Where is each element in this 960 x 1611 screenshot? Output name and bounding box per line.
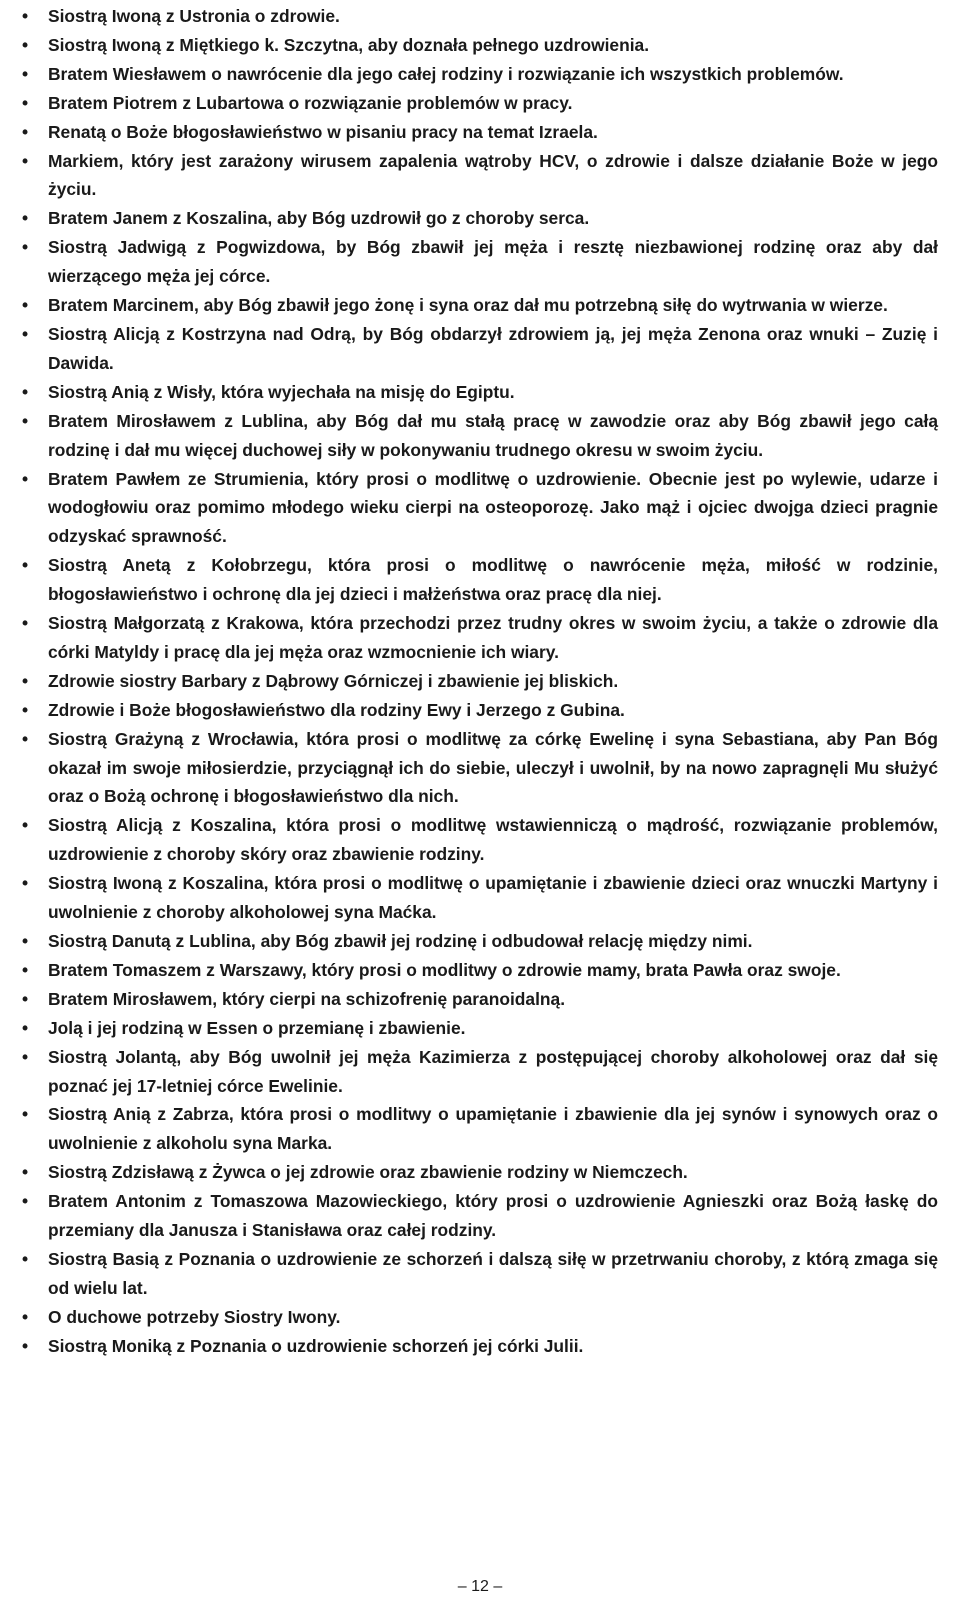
list-item: • Bratem Janem z Koszalina, aby Bóg uzdrowił go z choroby serca. bbox=[22, 204, 938, 233]
list-item: • Siostrą Zdzisławą z Żywca o jej zdrowie oraz zbawienie rodziny w Niemczech. bbox=[22, 1158, 938, 1187]
list-item: • Siostrą Alicją z Koszalina, która prosi o modlitwę wstawienniczą o mądrość, rozwiązanie problemów, uzdrowienie z choroby skóry oraz zbawienie rodziny. bbox=[22, 811, 938, 869]
list-item: • Bratem Tomaszem z Warszawy, który prosi o modlitwy o zdrowie mamy, brata Pawła oraz swoje. bbox=[22, 956, 938, 985]
list-item: • Siostrą Iwoną z Ustronia o zdrowie. bbox=[22, 2, 938, 31]
list-item: • Zdrowie siostry Barbary z Dąbrowy Górniczej i zbawienie jej bliskich. bbox=[22, 667, 938, 696]
list-item: • Bratem Mirosławem, który cierpi na schizofrenię paranoidalną. bbox=[22, 985, 938, 1014]
list-item: • Siostrą Moniką z Poznania o uzdrowienie schorzeń jej córki Julii. bbox=[22, 1332, 938, 1361]
prayer-list bbox=[22, 2, 938, 1361]
list-item: • Siostrą Iwoną z Miętkiego k. Szczytna, aby doznała pełnego uzdrowienia. bbox=[22, 31, 938, 60]
list-item: • Siostrą Alicją z Kostrzyna nad Odrą, by Bóg obdarzył zdrowiem ją, jej męża Zenona oraz wnuki – Zuzię i Dawida. bbox=[22, 320, 938, 378]
list-item: • Bratem Piotrem z Lubartowa o rozwiązanie problemów w pracy. bbox=[22, 89, 938, 118]
list-item: • Zdrowie i Boże błogosławieństwo dla rodziny Ewy i Jerzego z Gubina. bbox=[22, 696, 938, 725]
list-item: • Bratem Marcinem, aby Bóg zbawił jego żonę i syna oraz dał mu potrzebną siłę do wytrwania w wierze. bbox=[22, 291, 938, 320]
list-item: • Siostrą Grażyną z Wrocławia, która prosi o modlitwę za córkę Ewelinę i syna Sebastiana, aby Pan Bóg okazał im swoje miłosierdzie, przyciągnął ich do siebie, uleczył i uwolnił, by na nowo zapragnęli Mu służyć oraz o Bożą ochronę i błogosławieństwo dla nich. bbox=[22, 725, 938, 812]
list-item: • Siostrą Anetą z Kołobrzegu, która prosi o modlitwę o nawrócenie męża, miłość w rodzinie, błogosławieństwo i ochronę dla jej dzieci i małżeństwa oraz pracę dla niej. bbox=[22, 551, 938, 609]
list-item: • Bratem Antonim z Tomaszowa Mazowieckiego, który prosi o uzdrowienie Agnieszki oraz Bożą łaskę do przemiany dla Janusza i Stanisława oraz całej rodziny. bbox=[22, 1187, 938, 1245]
list-item: • Siostrą Anią z Wisły, która wyjechała na misję do Egiptu. bbox=[22, 378, 938, 407]
list-item: • Siostrą Jadwigą z Pogwizdowa, by Bóg zbawił jej męża i resztę niezbawionej rodzinę oraz aby dał wierzącego męża jej córce. bbox=[22, 233, 938, 291]
list-item: • Siostrą Małgorzatą z Krakowa, która przechodzi przez trudny okres w swoim życiu, a także o zdrowie dla córki Matyldy i pracę dla jej męża oraz wzmocnienie ich wiary. bbox=[22, 609, 938, 667]
list-item: • Renatą o Boże błogosławieństwo w pisaniu pracy na temat Izraela. bbox=[22, 118, 938, 147]
list-item: • Siostrą Anią z Zabrza, która prosi o modlitwy o upamiętanie i zbawienie dla jej synów i synowych oraz o uwolnienie z alkoholu syna Marka. bbox=[22, 1100, 938, 1158]
list-item: • O duchowe potrzeby Siostry Iwony. bbox=[22, 1303, 938, 1332]
page-number: – 12 – bbox=[457, 1578, 503, 1595]
list-item: • Jolą i jej rodziną w Essen o przemianę i zbawienie. bbox=[22, 1014, 938, 1043]
list-item: • Bratem Wiesławem o nawrócenie dla jego całej rodziny i rozwiązanie ich wszystkich problemów. bbox=[22, 60, 938, 89]
list-item: • Siostrą Iwoną z Koszalina, która prosi o modlitwę o upamiętanie i zbawienie dzieci oraz wnuczki Martyny i uwolnienie z choroby alkoholowej syna Maćka. bbox=[22, 869, 938, 927]
list-item: • Bratem Mirosławem z Lublina, aby Bóg dał mu stałą pracę w zawodzie oraz aby Bóg zbawił jego całą rodzinę i dał mu więcej duchowej siły w pokonywaniu trudnego okresu w swoim życiu. bbox=[22, 407, 938, 465]
list-item: • Siostrą Basią z Poznania o uzdrowienie ze schorzeń i dalszą siłę w przetrwaniu choroby, z którą zmaga się od wielu lat. bbox=[22, 1245, 938, 1303]
list-item: • Markiem, który jest zarażony wirusem zapalenia wątroby HCV, o zdrowie i dalsze działanie Boże w jego życiu. bbox=[22, 147, 938, 205]
list-item: • Bratem Pawłem ze Strumienia, który prosi o modlitwę o uzdrowienie. Obecnie jest po wylewie, udarze i wodogłowiu oraz pomimo młodego wieku cierpi na osteoporozę. Jako mąż i ojciec dwojga dzieci pragnie odzyskać sprawność. bbox=[22, 465, 938, 552]
list-item: • Siostrą Danutą z Lublina, aby Bóg zbawił jej rodzinę i odbudował relację między nimi. bbox=[22, 927, 938, 956]
list-item: • Siostrą Jolantą, aby Bóg uwolnił jej męża Kazimierza z postępującej choroby alkoholowej oraz dał się poznać jej 17-letniej córce Ewelinie. bbox=[22, 1043, 938, 1101]
